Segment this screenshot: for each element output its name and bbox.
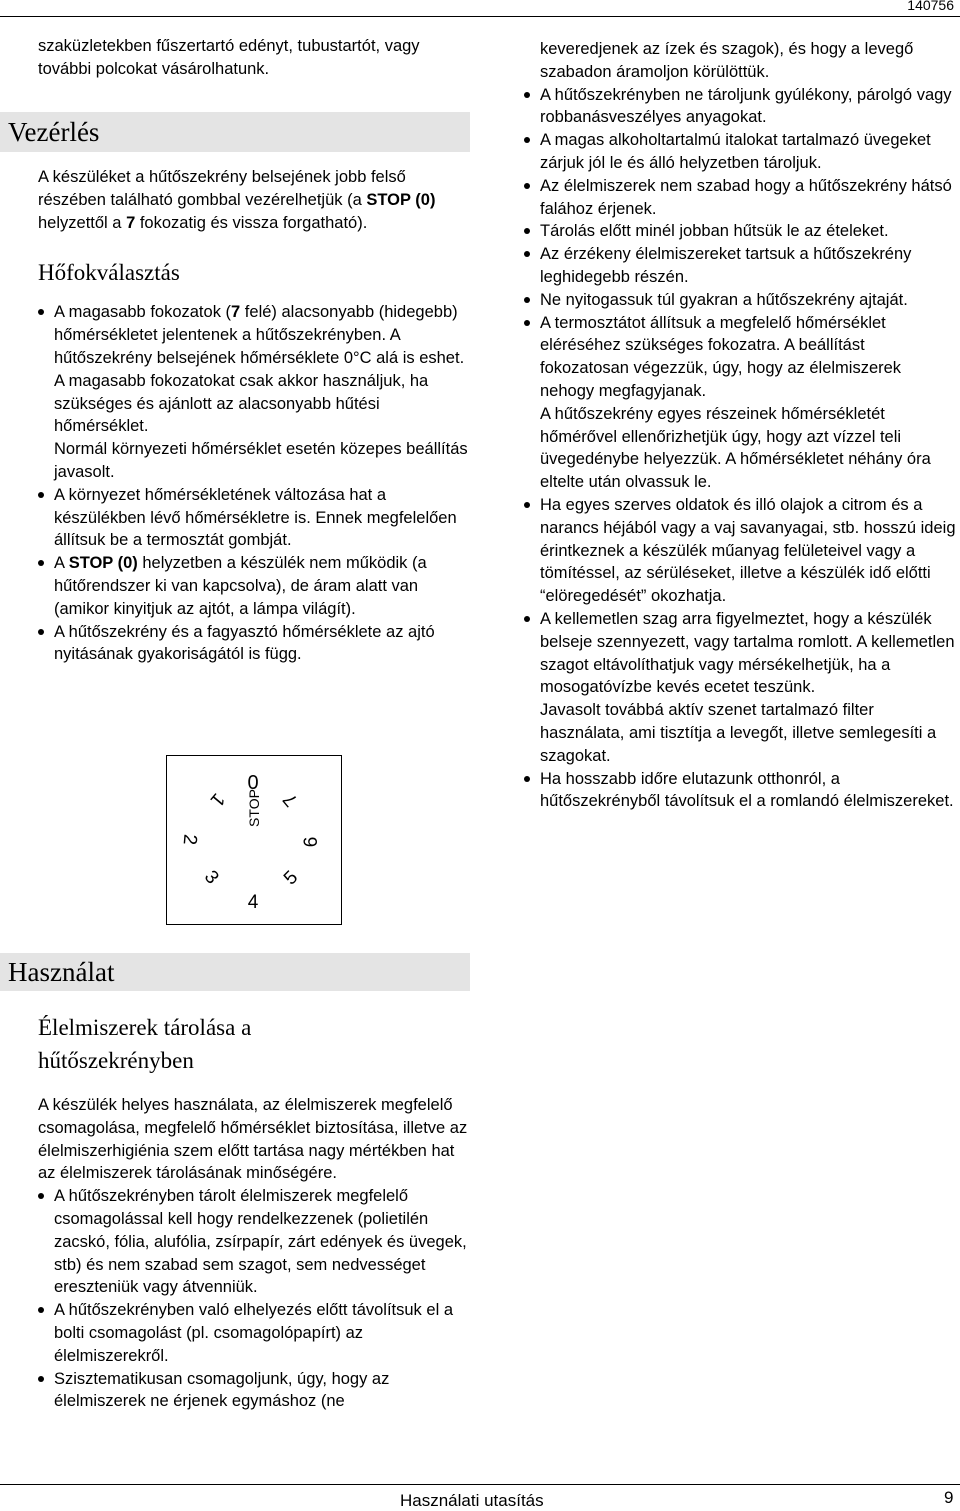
right-bullet-list <box>524 84 956 814</box>
thermostat-dial-graphic <box>167 756 340 923</box>
subheading-elelmiszerek-tarolasa: Élelmiszerek tárolása a hűtőszekrényben <box>38 1015 252 1073</box>
hasznalat-paragraph: A készülék helyes használata, az élelmiszerek megfelelő csomagolása, megfelelő hőmérséklet biztosítása, illetve az élelmiszerhigiénia szem előtt tartása nagy mértékben hat az élelmiszerek tárolásának minőségére. <box>38 1096 468 1183</box>
left-column <box>38 35 470 81</box>
right-column <box>524 38 956 813</box>
dial-label-1: 1 <box>205 788 229 811</box>
list-item: Ha egyes szerves oldatok és illó olajok a citrom és a narancs héjából vagy a vaj savanyagai, stb. hosszú ideig érintkeznek a készülék műanyag felületeivel vagy a tömítéssel, az sérüléseket, illetve a készülék idő előtti “elöregedését” okozhatja. <box>524 494 956 608</box>
continuation-text: keveredjenek az ízek és szagok), és hogy a levegő szabadon áramoljon körülöttük. <box>540 40 914 81</box>
dial-label-4: 4 <box>247 892 259 913</box>
list-item-note: Normál környezeti hőmérséklet esetén közepes beállítás javasolt. <box>54 440 468 481</box>
list-item: A hűtőszekrényben való elhelyezés előtt távolítsuk el a bolti csomagolást (pl. csomagolópapírt) az élelmiszerekről. <box>38 1299 470 1367</box>
header-rule <box>0 16 960 17</box>
dial-label-3: 3 <box>199 866 223 889</box>
dial-label-2: 2 <box>178 833 201 846</box>
subheading-hofokvalasztas: Hőfokválasztás <box>38 260 180 286</box>
page-number: 9 <box>944 1488 954 1507</box>
hofok-bullet-list <box>38 301 470 666</box>
list-item: Ha hosszabb időre elutazunk otthonról, a hűtőszekrényből távolítsuk el a romlandó élelmiszereket. <box>524 768 956 814</box>
list-item: A hűtőszekrény és a fagyasztó hőmérséklete az ajtó nyitásának gyakoriságától is függ. <box>38 621 470 667</box>
hasznalat-bullet-list <box>38 1185 470 1413</box>
list-item: A környezet hőmérsékletének változása hat a készülékben lévő hőmérsékletre is. Ennek megfelelően állítsuk be a termosztát gombját. <box>38 484 470 552</box>
list-item: Az érzékeny élelmiszereket tartsuk a hűtőszekrény leghidegebb részén. <box>524 243 956 289</box>
thermostat-dial-figure <box>166 755 342 925</box>
dial-label-0: 0 <box>247 772 259 794</box>
list-item: Szisztematikusan csomagoljunk, úgy, hogy az élelmiszerek ne érjenek egymáshoz (ne <box>38 1368 470 1414</box>
footer-rule <box>0 1484 960 1485</box>
list-item-note: A hűtőszekrény egyes részeinek hőmérsékletét hőmérővel ellenőrizhetjük úgy, hogy azt vízzel teli üvegedénybe helyezzük. A hőmérsékletet néhány óra eltelte után olvassuk le. <box>540 404 931 492</box>
list-item-note: Javasolt továbbá aktív szenet tartalmazó filter használata, ami tisztítja a levegőt, illetve semlegesíti a szagokat. <box>540 701 937 765</box>
list-item: A termosztátot állítsuk a megfelelő hőmérséklet eléréséhez szükséges fokozatra. A beállítást fokozatosan végezzük, úgy, hogy az élelmiszerek nehogy megfagyjanak. A hűtőszekrény egyes részeinek hőmérsékletét hőmérővel ellenőrizhetjük úgy, hogy azt vízzel teli üvegedénybe helyezzük. A hőmérsékletet néhány óra eltelte után olvassuk le. <box>524 312 956 494</box>
dial-label-stop: STOP <box>246 789 262 827</box>
dial-label-5: 5 <box>279 866 303 890</box>
vezerles-body <box>38 166 470 666</box>
hasznalat-body <box>38 1011 470 1413</box>
footer-title: Használati utasítás <box>400 1491 544 1510</box>
list-item: Tárolás előtt minél jobban hűtsük le az ételeket. <box>524 220 956 243</box>
list-item: A kellemetlen szag arra figyelmeztet, hogy a készülék belseje szennyezett, vagy tartalma romlott. A kellemetlen szagot eltávolíthatjuk vagy mérsékelhetjük, ha a mosogatóvízbe kevés ecetet teszünk. Javasolt továbbá aktív szenet tartalmazó filter használata, ami tisztítja a levegőt, illetve semlegesíti a szagokat. <box>524 608 956 768</box>
list-item: A magasabb fokozatok (7 felé) alacsonyabb (hidegebb) hőmérsékletet jelentenek a hűtőszekrényben. A hűtőszekrény belsejének hőmérséklete 0°C alá is eshet. A magasabb fokozatokat csak akkor használjuk, ha szükséges és ajánlott az alacsonyabb hűtési hőmérséklet. Normál környezeti hőmérséklet esetén közepes beállítás javasolt. <box>38 301 470 483</box>
list-item: A hűtőszekrényben ne tároljunk gyúlékony, párolgó vagy robbanásveszélyes anyagokat. <box>524 84 956 130</box>
list-item: A hűtőszekrényben tárolt élelmiszerek megfelelő csomagolással kell hogy rendelkezzenek (polietilén zacskó, fólia, alufólia, zsírpapír, zárt edények és üvegek, stb) és nem szabad sem szagot, sem nedvességet ereszteniük vagy átvenniük. <box>38 1185 470 1299</box>
list-item: Ne nyitogassuk túl gyakran a hűtőszekrény ajtaját. <box>524 289 956 312</box>
dial-label-6: 6 <box>301 836 322 848</box>
list-item: Az élelmiszerek nem szabad hogy a hűtőszekrény hátsó falához érjenek. <box>524 175 956 221</box>
section-heading-vezerles: Vezérlés <box>0 112 470 152</box>
list-item: A magas alkoholtartalmú italokat tartalmazó üvegeket zárjuk jól le és álló helyzetben tároljuk. <box>524 129 956 175</box>
dial-label-7: 7 <box>279 788 303 811</box>
document-number: 140756 <box>907 0 954 13</box>
section-heading-hasznalat: Használat <box>0 953 470 991</box>
list-item: A STOP (0) helyzetben a készülék nem működik (a hűtőrendszer ki van kapcsolva), de áram alatt van (amikor kinyitjuk az ajtót, a lámpa világít). <box>38 552 470 620</box>
intro-text: szaküzletekben fűszertartó edényt, tubustartót, vagy további polcokat vásárolhatunk. <box>38 37 420 78</box>
vezerles-paragraph: A készüléket a hűtőszekrény belsejének jobb felső részében található gombbal vezérelhetjük (a STOP (0) helyzettől a 7 fokozatig és vissza forgatható). <box>38 168 436 232</box>
